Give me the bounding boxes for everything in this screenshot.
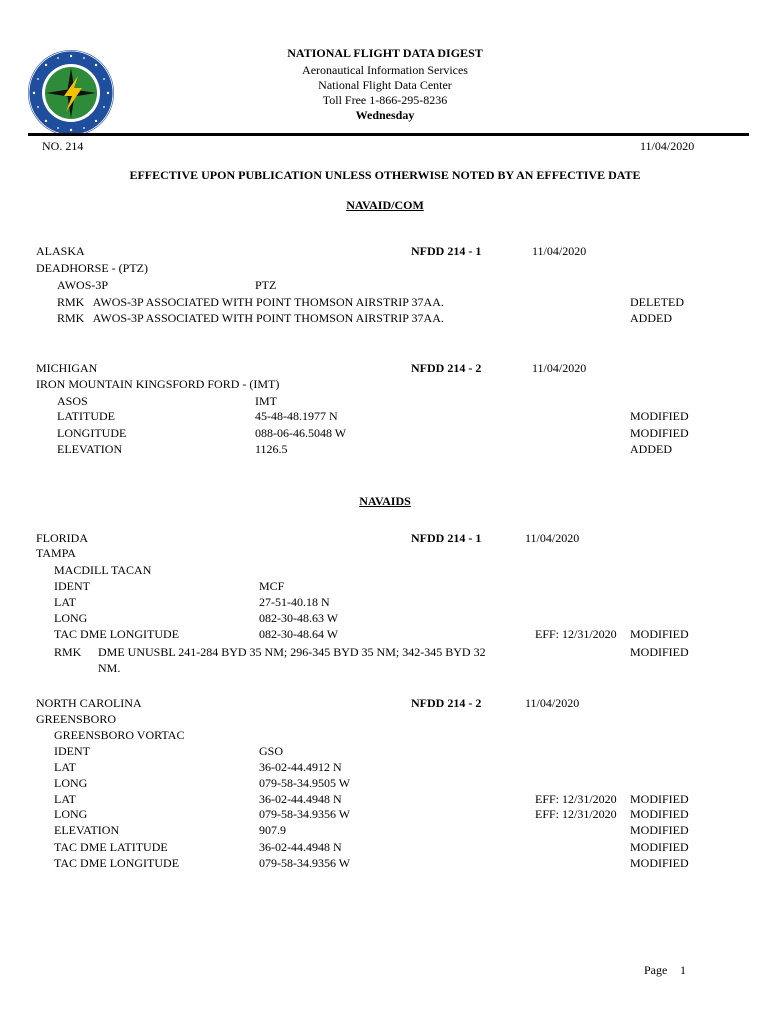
field-value: IMT — [255, 394, 277, 408]
field-label: ASOS — [57, 394, 88, 408]
field-label: LONG — [54, 776, 88, 790]
field-label: AWOS-3P — [57, 278, 109, 292]
field-label: IDENT — [54, 579, 90, 593]
field-action: MODIFIED — [630, 840, 689, 854]
entry-location: IRON MOUNTAIN KINGSFORD FORD - (IMT) — [36, 377, 280, 391]
entry-date: 11/04/2020 — [525, 531, 580, 545]
header-divider — [28, 133, 749, 136]
header-line-2: National Flight Data Center — [318, 78, 452, 92]
field-value: GSO — [259, 744, 284, 758]
effective-notice: EFFECTIVE UPON PUBLICATION UNLESS OTHERWISE NOTED BY AN EFFECTIVE DATE — [129, 168, 641, 182]
field-action: ADDED — [630, 442, 672, 456]
field-value: 907.9 — [259, 823, 286, 837]
field-label: ELEVATION — [57, 442, 123, 456]
entry-nfdd: NFDD 214 - 1 — [411, 531, 482, 545]
entry-location: TAMPA — [36, 546, 76, 560]
field-value: MCF — [259, 579, 285, 593]
entry-nfdd: NFDD 214 - 2 — [411, 361, 482, 375]
entry-state: FLORIDA — [36, 531, 89, 545]
entry-state: ALASKA — [36, 244, 85, 258]
remark-text: RMK AWOS-3P ASSOCIATED WITH POINT THOMSON AIRSTRIP 37AA. — [57, 295, 444, 309]
entry-location: DEADHORSE - (PTZ) — [36, 261, 148, 275]
remark-prefix: RMK — [54, 645, 82, 659]
field-action: MODIFIED — [630, 426, 689, 440]
field-label: LATITUDE — [57, 409, 115, 423]
entry-facility: GREENSBORO VORTAC — [54, 728, 185, 742]
remark-text-continued: NM. — [98, 661, 121, 675]
field-label: TAC DME LONGITUDE — [54, 627, 180, 641]
digest-title: NATIONAL FLIGHT DATA DIGEST — [287, 46, 483, 60]
page-label: Page — [644, 963, 668, 977]
field-value: PTZ — [255, 278, 277, 292]
field-action: ADDED — [630, 311, 672, 325]
field-value: 082-30-48.64 W — [259, 627, 339, 641]
entry-state: MICHIGAN — [36, 361, 98, 375]
field-value: 36-02-44.4948 N — [259, 840, 342, 854]
field-value: 1126.5 — [255, 442, 288, 456]
field-value: 36-02-44.4912 N — [259, 760, 342, 774]
field-value: 27-51-40.18 N — [259, 595, 330, 609]
entry-date: 11/04/2020 — [532, 361, 587, 375]
issue-date: 11/04/2020 — [640, 139, 695, 153]
field-label: LONG — [54, 611, 88, 625]
field-effective-date: EFF: 12/31/2020 — [535, 807, 617, 821]
field-action: MODIFIED — [630, 792, 689, 806]
field-action: MODIFIED — [630, 627, 689, 641]
field-effective-date: EFF: 12/31/2020 — [535, 792, 617, 806]
section-title-navaid-com: NAVAID/COM — [346, 198, 424, 212]
field-value: 082-30-48.63 W — [259, 611, 339, 625]
header-line-1: Aeronautical Information Services — [302, 63, 468, 77]
entry-date: 11/04/2020 — [532, 244, 587, 258]
field-action: MODIFIED — [630, 807, 689, 821]
field-label: TAC DME LONGITUDE — [54, 856, 180, 870]
field-value: 45-48-48.1977 N — [255, 409, 338, 423]
field-value: 079-58-34.9356 W — [259, 856, 351, 870]
field-action: DELETED — [630, 295, 684, 309]
entry-location: GREENSBORO — [36, 712, 117, 726]
field-label: ELEVATION — [54, 823, 120, 837]
field-label: LONGITUDE — [57, 426, 127, 440]
field-label: LAT — [54, 760, 76, 774]
entry-date: 11/04/2020 — [525, 696, 580, 710]
field-label: IDENT — [54, 744, 90, 758]
field-label: LONG — [54, 807, 88, 821]
entry-facility: MACDILL TACAN — [54, 563, 152, 577]
issue-number: NO. 214 — [42, 139, 84, 153]
section-title-navaids: NAVAIDS — [359, 494, 411, 508]
entry-state: NORTH CAROLINA — [36, 696, 142, 710]
field-action: MODIFIED — [630, 645, 689, 659]
field-label: LAT — [54, 595, 76, 609]
faa-seal-icon — [26, 48, 116, 138]
field-effective-date: EFF: 12/31/2020 — [535, 627, 617, 641]
entry-nfdd: NFDD 214 - 1 — [411, 244, 482, 258]
field-value: 079-58-34.9356 W — [259, 807, 351, 821]
field-value: 088-06-46.5048 W — [255, 426, 347, 440]
remark-text: RMK AWOS-3P ASSOCIATED WITH POINT THOMSON AIRSTRIP 37AA. — [57, 311, 444, 325]
entry-nfdd: NFDD 214 - 2 — [411, 696, 482, 710]
field-action: MODIFIED — [630, 856, 689, 870]
field-value: 079-58-34.9505 W — [259, 776, 351, 790]
remark-text: DME UNUSBL 241-284 BYD 35 NM; 296-345 BYD 35 NM; 342-345 BYD 32 — [98, 645, 486, 659]
field-value: 36-02-44.4948 N — [259, 792, 342, 806]
field-action: MODIFIED — [630, 823, 689, 837]
field-action: MODIFIED — [630, 409, 689, 423]
field-label: LAT — [54, 792, 76, 806]
header-day: Wednesday — [355, 108, 415, 122]
page-number: 1 — [680, 963, 686, 977]
field-label: TAC DME LATITUDE — [54, 840, 168, 854]
header-phone: Toll Free 1-866-295-8236 — [322, 93, 448, 107]
